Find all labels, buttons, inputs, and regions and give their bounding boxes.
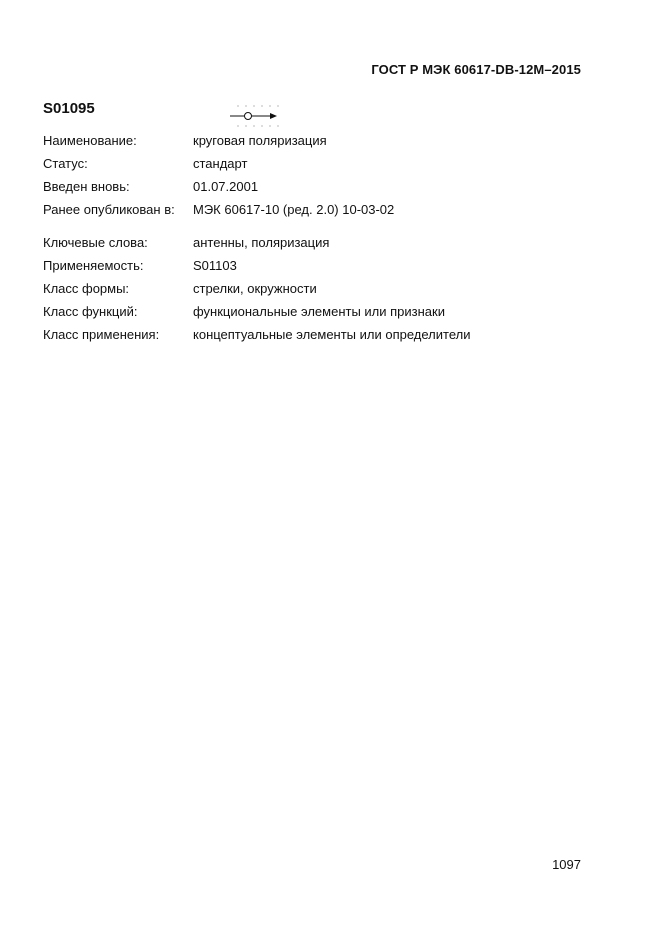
field-row (43, 281, 317, 297)
field-value: S01103 (193, 258, 237, 273)
field-row (43, 327, 471, 343)
field-label: Статус: (43, 156, 88, 171)
field-row (43, 133, 327, 149)
field-value: концептуальные элементы или определители (193, 327, 471, 342)
field-row (43, 258, 237, 274)
field-label: Класс применения: (43, 327, 160, 342)
field-row (43, 304, 445, 320)
field-row (43, 156, 247, 172)
field-value: МЭК 60617-10 (ред. 2.0) 10-03-02 (193, 202, 395, 217)
field-row (43, 179, 258, 195)
field-value: функциональные элементы или признаки (193, 304, 445, 319)
field-row (43, 202, 394, 218)
symbol-id: S01095 (43, 100, 95, 117)
field-label: Введен вновь: (43, 179, 130, 194)
field-label: Класс функций: (43, 304, 138, 319)
page-number: 1097 (552, 857, 581, 872)
field-label: Ключевые слова: (43, 235, 148, 250)
field-value: стандарт (193, 156, 248, 171)
field-value: стрелки, окружности (193, 281, 317, 296)
field-label: Класс формы: (43, 281, 130, 296)
field-row (43, 235, 329, 251)
circular-polarization-symbol-icon (226, 104, 286, 128)
field-label: Наименование: (43, 133, 137, 148)
field-label: Ранее опубликован в: (43, 202, 175, 217)
field-value: 01.07.2001 (193, 179, 259, 194)
field-value: круговая поляризация (193, 133, 327, 148)
document-header: ГОСТ Р МЭК 60617-DB-12M–2015 (371, 62, 581, 77)
field-value: антенны, поляризация (193, 235, 330, 250)
field-label: Применяемость: (43, 258, 144, 273)
